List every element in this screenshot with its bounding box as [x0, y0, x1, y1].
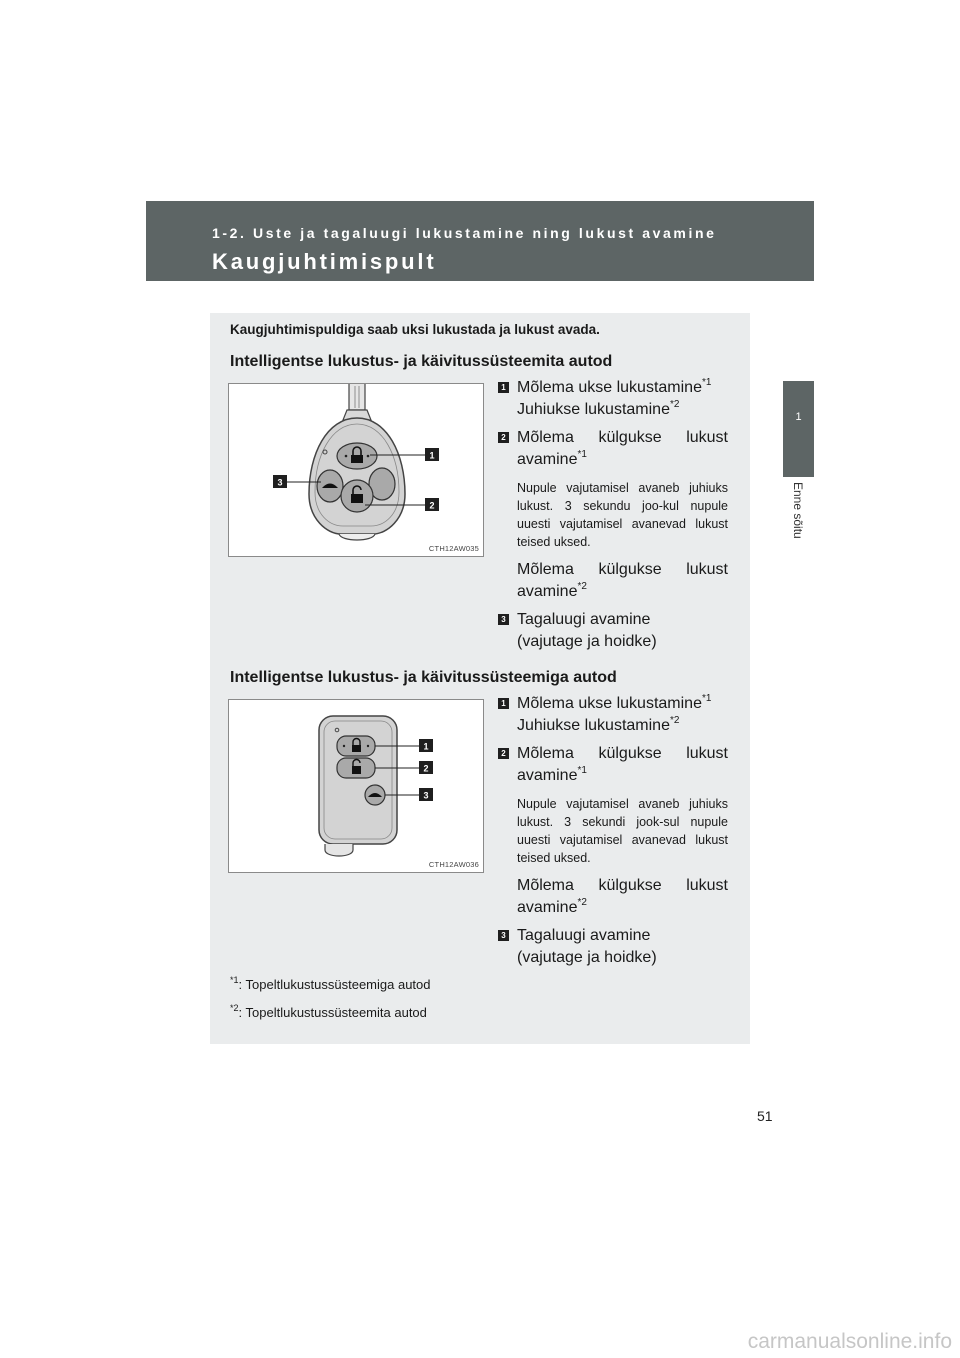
section-heading-1: Intelligentse lukustus- ja käivitussüsteemita autod: [230, 353, 613, 370]
callout-3: 3: [423, 790, 429, 801]
item-note: Nupule vajutamisel avaneb juhiuks lukust. 3 sekundu joo-kul nupule uuesti vajutamisel avanevad lukust teised uksed.: [517, 481, 728, 549]
section-heading-2: Intelligentse lukustus- ja käivitussüsteemiga autod: [230, 669, 617, 686]
chapter-label-wrap: [768, 482, 828, 562]
chapter-tab: [783, 381, 814, 477]
item-text: avamine$^{*2}$: [517, 581, 587, 600]
list-item: [497, 609, 728, 653]
item-text: Mõlema külgukse lukust: [517, 745, 728, 762]
item-text: Juhiukse lukustamine$^{*2}$: [517, 715, 680, 734]
item-text: (vajutage ja hoidke): [517, 633, 657, 650]
number-badge: 1: [498, 382, 509, 393]
list-item: [497, 743, 728, 919]
item-note: Nupule vajutamisel avaneb juhiuks lukust. 3 sekundi jook-sul nupule uuesti vajutamisel avanevad lukust teised uksed.: [517, 797, 728, 865]
list-item: [497, 925, 728, 969]
callout-2: 2: [429, 500, 435, 511]
item-text: avamine$^{*1}$: [517, 449, 587, 468]
item-text: Juhiukse lukustamine$^{*2}$: [517, 399, 680, 418]
number-badge: 1: [498, 698, 509, 709]
watermark: carmanualsonline.info: [747, 1330, 952, 1353]
item-text: Mõlema ukse lukustamine$^{*1}$: [517, 693, 712, 712]
number-badge: 3: [498, 614, 509, 625]
chapter-label: Enne sõitu: [791, 482, 805, 539]
header-band: [146, 201, 814, 281]
key-fob-figure-1: [228, 383, 484, 557]
smart-key-illustration: [229, 700, 485, 874]
item-text: avamine$^{*1}$: [517, 765, 587, 784]
item-text: Tagaluugi avamine: [517, 927, 651, 944]
list-item: [497, 377, 728, 421]
item-text: Tagaluugi avamine: [517, 611, 651, 628]
number-badge: 2: [498, 748, 509, 759]
chapter-number: 1: [795, 411, 802, 423]
item-text: (vajutage ja hoidke): [517, 949, 657, 966]
button-list-2: [497, 693, 728, 969]
key-fob-illustration-1: [229, 384, 485, 558]
item-text: Mõlema külgukse lukust: [517, 561, 728, 578]
number-badge: 3: [498, 930, 509, 941]
page-number: 51: [757, 1108, 773, 1124]
list-item: [497, 693, 728, 737]
item-text: Mõlema külgukse lukust: [517, 877, 728, 894]
footnote-1: $^{*1}$: Topeltlukustussüsteemiga autod: [230, 975, 431, 992]
section-label: 1-2. Uste ja tagaluugi lukustamine ning lukust avamine: [212, 225, 717, 241]
key-fob-figure-2: [228, 699, 484, 873]
callout-1: 1: [429, 450, 435, 461]
number-badge: 2: [498, 432, 509, 443]
intro-text: Kaugjuhtimispuldiga saab uksi lukustada ja lukust avada.: [230, 322, 600, 337]
item-text: Mõlema külgukse lukust: [517, 429, 728, 446]
button-list-1: [497, 377, 728, 653]
page-title: Kaugjuhtimispult: [212, 249, 437, 274]
footnote-2: $^{*2}$: Topeltlukustussüsteemita autod: [230, 1003, 427, 1020]
list-item: [497, 427, 728, 603]
figure-code: CTH12AW036: [428, 860, 479, 869]
content-box: [210, 313, 750, 1044]
item-text: avamine$^{*2}$: [517, 897, 587, 916]
callout-3: 3: [277, 477, 283, 488]
figure-code: CTH12AW035: [428, 544, 479, 553]
item-text: Mõlema ukse lukustamine$^{*1}$: [517, 377, 712, 396]
callout-1: 1: [423, 741, 429, 752]
callout-2: 2: [423, 763, 429, 774]
